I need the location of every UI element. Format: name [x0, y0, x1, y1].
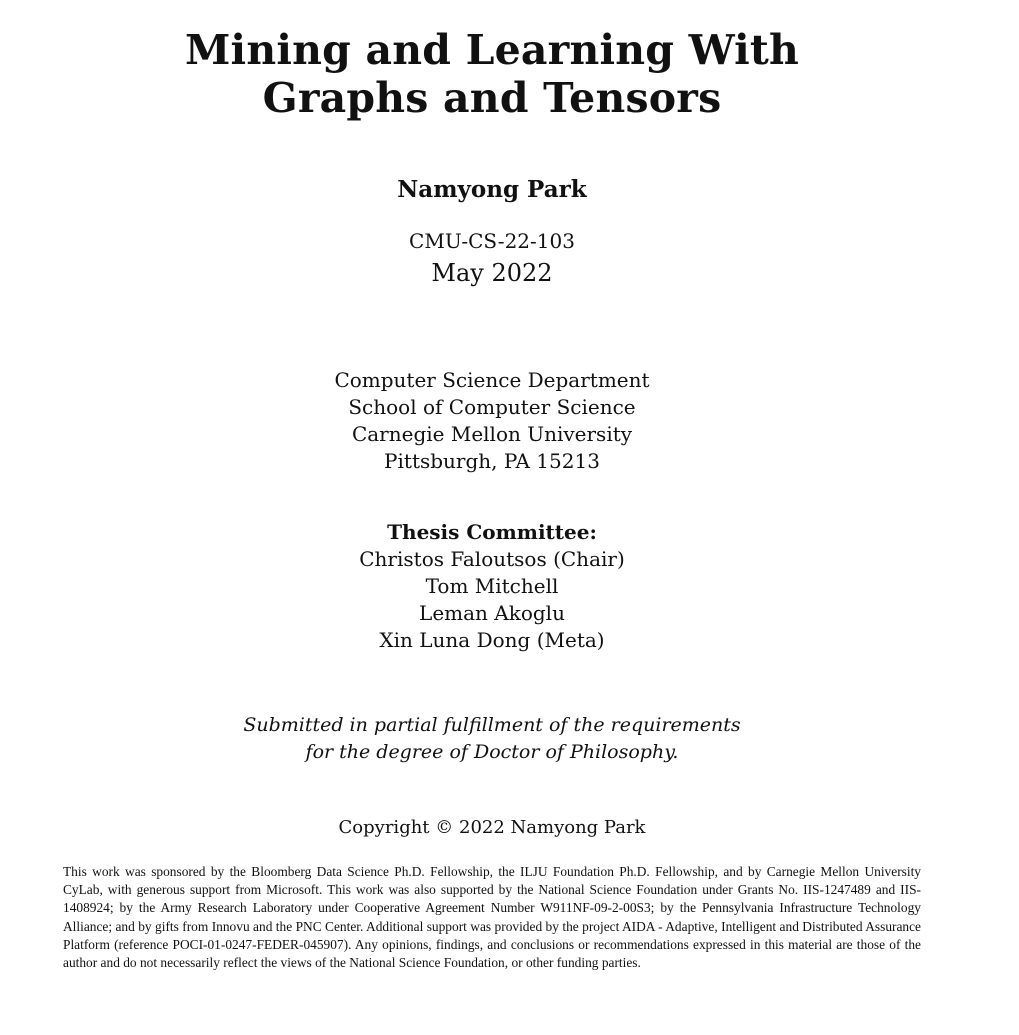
- author-name: Namyong Park: [397, 176, 587, 203]
- degree-statement: [0, 712, 984, 766]
- committee-member: Christos Faloutsos (Chair): [359, 547, 625, 571]
- thesis-title-line-2: Graphs and Tensors: [262, 74, 722, 122]
- committee-member: Leman Akoglu: [419, 601, 565, 625]
- committee-heading: Thesis Committee:: [387, 520, 597, 544]
- thesis-title-line-1: Mining and Learning With: [184, 26, 800, 74]
- address-line: Pittsburgh, PA 15213: [384, 449, 600, 473]
- publication-date: May 2022: [431, 259, 553, 287]
- copyright-notice: Copyright © 2022 Namyong Park: [338, 817, 646, 838]
- committee-member: Xin Luna Dong (Meta): [379, 628, 605, 652]
- address-line: Carnegie Mellon University: [351, 422, 633, 446]
- committee-member: Tom Mitchell: [425, 574, 559, 598]
- address-line: Computer Science Department: [334, 368, 650, 392]
- address-line: School of Computer Science: [348, 395, 636, 419]
- degree-statement-line-2: for the degree of Doctor of Philosophy.: [305, 741, 679, 763]
- thesis-title: [0, 26, 984, 122]
- institution-address: [0, 367, 984, 475]
- degree-statement-line-1: Submitted in partial fulfillment of the requirements: [243, 714, 741, 736]
- committee-members: [0, 546, 984, 654]
- funding-acknowledgment: This work was sponsored by the Bloomberg Data Science Ph.D. Fellowship, the ILJU Foundation Ph.D. Fellowship, and by Carnegie Mellon University CyLab, with generous support from Microsoft. This work was also supported by the National Science Foundation under Grants No. IIS-1247489 and IIS-1408924; by the Army Research Laboratory under Cooperative Agreement Number W911NF-09-2-00S3; by the Pennsylvania Infrastructure Technology Alliance; and by gifts from Innovu and the PNC Center. Additional support was provided by the project AIDA - Adaptive, Intelligent and Distributed Assurance Platform (reference POCI-01-0247-FEDER-045907). Any opinions, findings, and conclusions or recommendations expressed in this material are those of the author and do not necessarily reflect the views of the National Science Foundation, or other funding parties.: [63, 864, 921, 971]
- report-number: CMU-CS-22-103: [409, 229, 575, 253]
